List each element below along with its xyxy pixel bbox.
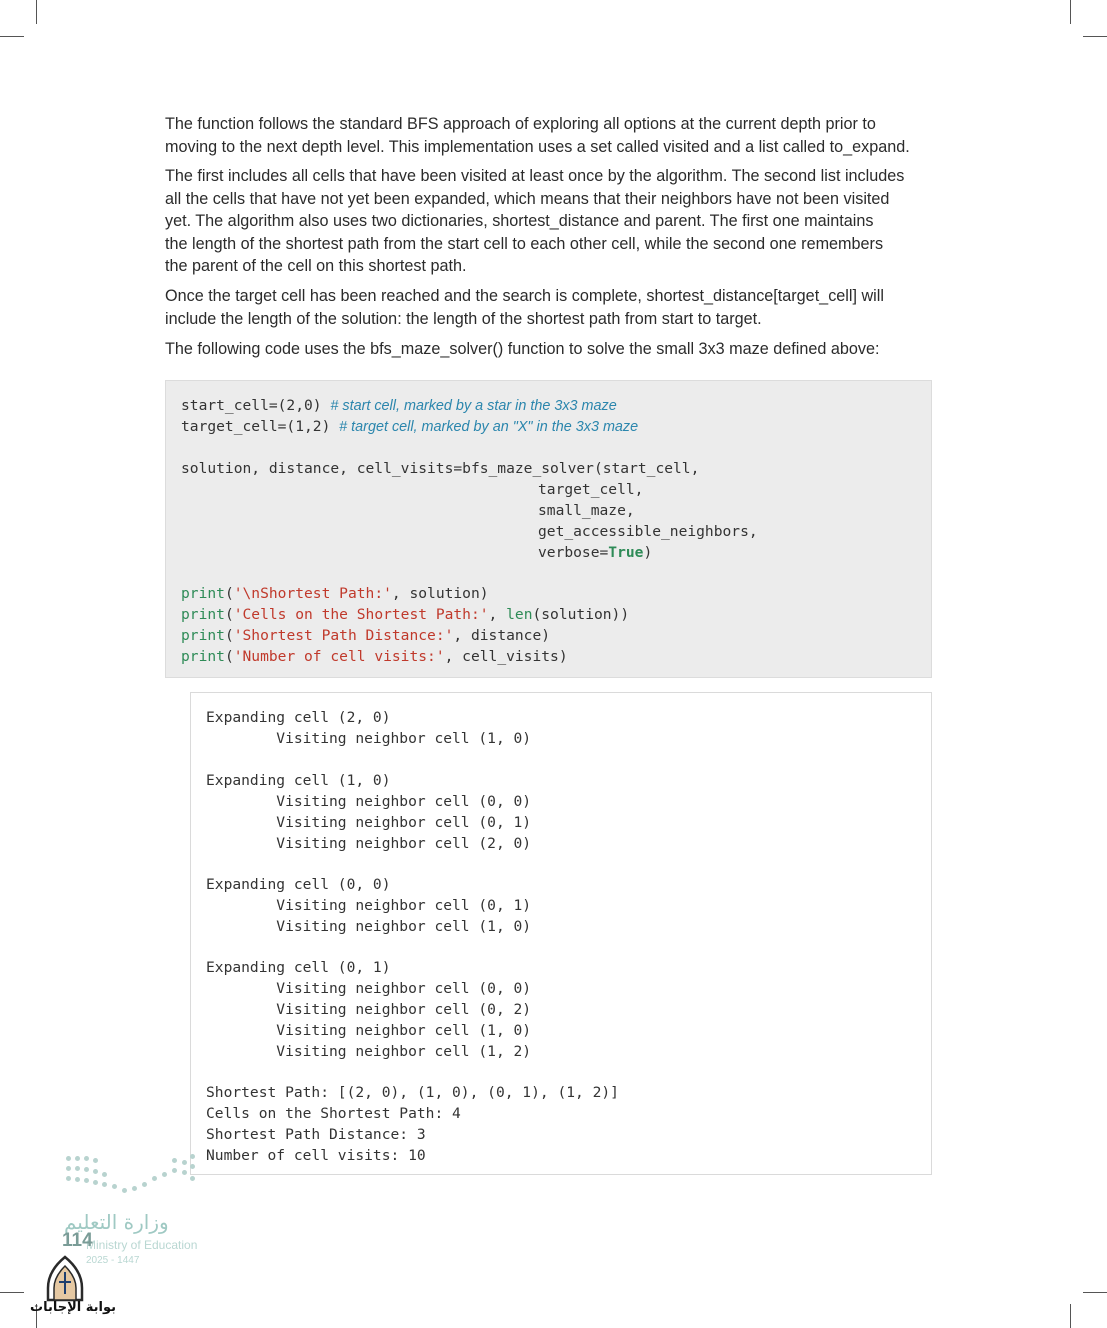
code-keyword: len bbox=[506, 606, 533, 623]
output-line: Visiting neighbor cell (2, 0) bbox=[206, 835, 532, 852]
text-line: all the cells that have not yet been expanded, which means that their neighbors have not been visited bbox=[165, 189, 890, 208]
code-line-target-cell bbox=[181, 418, 638, 436]
output-line: Visiting neighbor cell (1, 0) bbox=[206, 1022, 532, 1039]
code-block bbox=[165, 380, 932, 678]
text-line: yet. The algorithm also uses two dictionaries, shortest_distance and parent. The first one maintains bbox=[165, 212, 874, 231]
output-line: Visiting neighbor cell (0, 1) bbox=[206, 897, 532, 914]
crop-mark bbox=[1083, 36, 1107, 37]
text-line: The first includes all cells that have been visited at least once by the algorithm. The second list includes bbox=[165, 167, 905, 185]
output-line: Expanding cell (0, 0) bbox=[206, 876, 391, 893]
code-text: target_cell=(1,2) bbox=[181, 418, 340, 435]
code-text: , distance) bbox=[453, 627, 551, 644]
ministry-name-english: Ministry of Education bbox=[86, 1238, 198, 1252]
code-text: , cell_visits) bbox=[444, 648, 568, 665]
code-string: 'Shortest Path Distance:' bbox=[233, 627, 454, 644]
watermark-text: بوابة الإجابات bbox=[30, 1300, 116, 1315]
code-line-print-distance: print('Shortest Path Distance:', distance) bbox=[181, 627, 551, 644]
code-string: 'Cells on the Shortest Path:' bbox=[233, 606, 489, 623]
mosque-dome-icon bbox=[42, 1254, 88, 1302]
code-line-arg-neighbors: get_accessible_neighbors, bbox=[538, 523, 758, 540]
code-line-arg-target: target_cell, bbox=[538, 481, 644, 498]
code-text: , solution) bbox=[391, 585, 489, 602]
paragraph-data-structures bbox=[165, 165, 940, 278]
output-block bbox=[190, 692, 932, 1175]
crop-mark bbox=[36, 0, 37, 24]
output-line: Cells on the Shortest Path: 4 bbox=[206, 1105, 461, 1122]
code-line-arg-verbose bbox=[538, 544, 652, 562]
code-line-start-cell bbox=[181, 397, 617, 415]
output-line: Expanding cell (0, 1) bbox=[206, 959, 391, 976]
output-line: Visiting neighbor cell (0, 1) bbox=[206, 814, 532, 831]
crop-mark bbox=[1083, 1292, 1107, 1293]
page-number: 114 bbox=[62, 1230, 93, 1251]
code-text: verbose= bbox=[538, 544, 609, 561]
paragraph-following-code bbox=[165, 338, 940, 361]
code-keyword: print bbox=[181, 648, 225, 665]
code-text: (solution)) bbox=[532, 606, 630, 623]
output-line: Visiting neighbor cell (1, 2) bbox=[206, 1043, 532, 1060]
text-line: include the length of the solution: the length of the shortest path from start to target. bbox=[165, 309, 762, 328]
output-line: Shortest Path: [(2, 0), (1, 0), (0, 1), (1, 2)] bbox=[206, 1084, 619, 1101]
output-line: Visiting neighbor cell (1, 0) bbox=[206, 730, 532, 747]
code-comment: # start cell, marked by a star in the 3x3 maze bbox=[330, 398, 617, 414]
code-keyword: print bbox=[181, 627, 225, 644]
code-line-print-path: print('\nShortest Path:', solution) bbox=[181, 585, 489, 602]
text-line: the length of the shortest path from the start cell to each other cell, while the second one remembers bbox=[165, 234, 884, 253]
output-line: Visiting neighbor cell (0, 0) bbox=[206, 980, 532, 997]
crop-mark bbox=[1070, 0, 1071, 24]
code-string: '\nShortest Path:' bbox=[233, 585, 392, 602]
paragraph-bfs-approach bbox=[165, 113, 940, 158]
output-line: Visiting neighbor cell (1, 0) bbox=[206, 918, 532, 935]
ministry-year: 2025 - 1447 bbox=[86, 1255, 140, 1266]
code-bool: True bbox=[608, 544, 644, 561]
crop-mark bbox=[1070, 1304, 1071, 1328]
output-line: Visiting neighbor cell (0, 0) bbox=[206, 793, 532, 810]
code-line-arg-maze: small_maze, bbox=[538, 502, 635, 519]
output-line: Number of cell visits: 10 bbox=[206, 1147, 426, 1164]
code-line-print-visits: print('Number of cell visits:', cell_visits) bbox=[181, 648, 568, 665]
output-line: Visiting neighbor cell (0, 2) bbox=[206, 1001, 532, 1018]
code-comment: # target cell, marked by an "X" in the 3x3 maze bbox=[339, 419, 639, 435]
code-text: start_cell=(2,0) bbox=[181, 397, 331, 414]
output-line: Expanding cell (2, 0) bbox=[206, 709, 391, 726]
ministry-name-arabic: وزارة التعليم bbox=[64, 1210, 169, 1234]
code-keyword: print bbox=[181, 606, 225, 623]
code-text: ) bbox=[643, 544, 653, 561]
paragraph-target-reached bbox=[165, 285, 940, 330]
text-line: The following code uses the bfs_maze_solver() function to solve the small 3x3 maze defined above: bbox=[165, 340, 880, 358]
text-line: Once the target cell has been reached and the search is complete, shortest_distance[target_cell] will bbox=[165, 287, 884, 305]
crop-mark bbox=[0, 1292, 24, 1293]
code-line-solver-call: solution, distance, cell_visits=bfs_maze_solver(start_cell, bbox=[181, 460, 700, 477]
output-line: Expanding cell (1, 0) bbox=[206, 772, 391, 789]
code-keyword: print bbox=[181, 585, 225, 602]
text-line: The function follows the standard BFS approach of exploring all options at the current depth prior to bbox=[165, 115, 876, 133]
text-line: moving to the next depth level. This implementation uses a set called visited and a list called to_expand. bbox=[165, 137, 910, 156]
crop-mark bbox=[0, 36, 24, 37]
code-string: 'Number of cell visits:' bbox=[233, 648, 445, 665]
code-line-print-cells: print('Cells on the Shortest Path:', len(solution)) bbox=[181, 606, 630, 623]
text-line: the parent of the cell on this shortest path. bbox=[165, 257, 467, 276]
output-line: Shortest Path Distance: 3 bbox=[206, 1126, 426, 1143]
